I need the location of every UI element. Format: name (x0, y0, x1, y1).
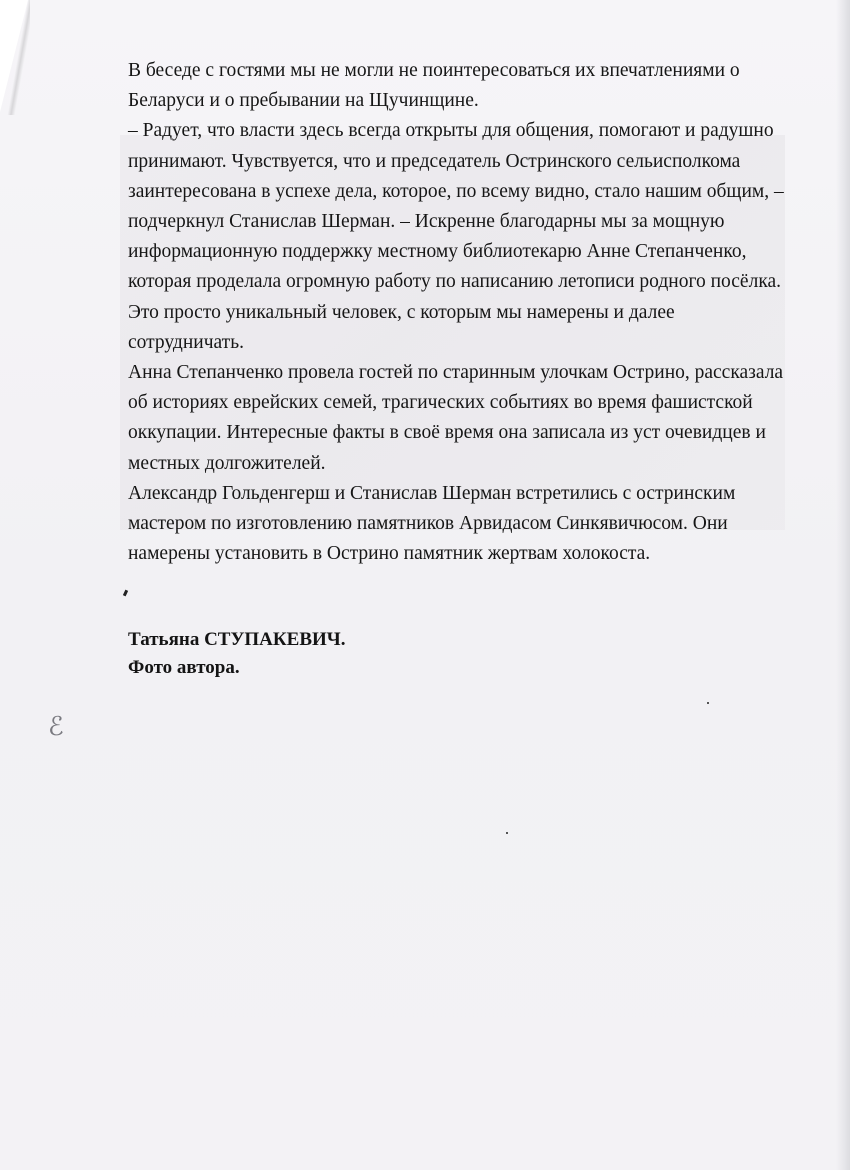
photo-credit: Фото автора. (128, 657, 240, 678)
speck (506, 832, 508, 834)
article-body (128, 56, 788, 569)
article-paragraph: Александр Гольденгерш и Станислав Шерман встретились с остринским мастером по изготовлению памятников Арвидасом Синкявичюсом. Они намерены установить в Острино памятник жертвам холокоста. (128, 482, 736, 565)
author-signature (128, 626, 346, 682)
scan-edge (836, 0, 850, 1170)
folded-corner-shadow (0, 0, 30, 115)
handwritten-mark: ℰ (48, 712, 64, 742)
article-paragraph: В беседе с гостями мы не могли не поинтересоваться их впечатлениями о Беларуси и о пребывании на Щучинщине. (128, 60, 740, 112)
article-paragraph: Анна Степанченко провела гостей по старинным улочкам Острино, рассказала об историях еврейских семей, трагических событиях во время фашистской оккупации. Интересные факты в своё время она записала из уст очевидцев и местных долгожителей. (128, 362, 784, 474)
pen-mark (123, 590, 128, 597)
article-paragraph: – Радует, что власти здесь всегда открыты для общения, помогают и радушно принимают. Чувствуется, что и председатель Остринского сельисполкома заинтересована в успехе дела, которое, по всему видно, стало нашим общим, – подчеркнул Станислав Шерман. – Искренне благодарны мы за мощную информационную поддержку местному библиотекарю Анне Степанченко, которая проделала огромную работу по написанию летописи родного посёлка. Это просто уникальный человек, с которым мы намерены и далее сотрудничать. (128, 120, 784, 353)
author-name: Татьяна СТУПАКЕВИЧ. (128, 629, 346, 650)
speck (707, 702, 709, 704)
